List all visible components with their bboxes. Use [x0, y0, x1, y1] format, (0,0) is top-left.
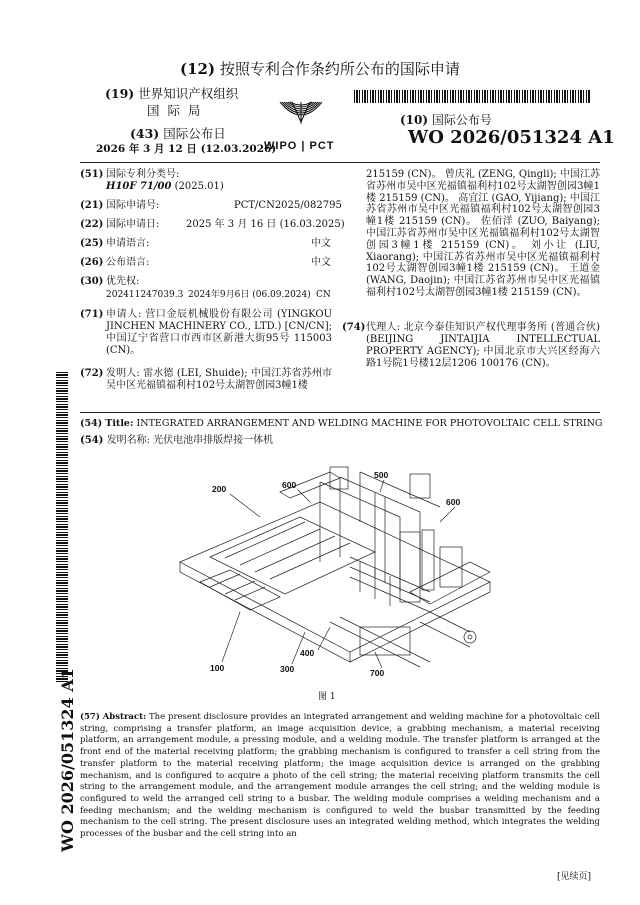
publication-number-value: WO 2026/051324 A1: [408, 127, 615, 148]
priority-country: CN: [316, 290, 331, 300]
bureau-name: 国 际 局: [147, 103, 203, 118]
inventors-continued: 215159 (CN)。 曾庆礼 (ZENG, Qingli); 中国江苏省苏州市吴中区光福镇福利村102号太湖智创园3幢1楼 215159 (CN)。 高宜江 (GAO, Yijiang); 中国江苏省苏州市吴中区光福镇福利村102号太湖智创园3幢1楼 215159 (CN)。 佐佰洋 (ZUO, Baiyang); 中国江苏省苏州市吴中区光福镇福利村102号太湖智创园3幢1楼 215159 (CN)。 刘小让 (LIU, Xiaorang); 中国江苏省苏州市吴中区光福镇福利村102号太湖智创园3幢1楼 215159 (CN)。 王道金 (WANG, Daojin); 中国江苏省苏州市吴中区光福镇福利村102号太湖智创园3幢1楼 215159 (CN)。: [366, 169, 600, 298]
field-74-num: (74): [342, 322, 366, 333]
field-26-value: 中文: [311, 257, 331, 268]
priority-app-number: 202411247039.3: [106, 290, 184, 300]
priority-date: 2024年9月6日 (06.09.2024): [188, 290, 311, 300]
barcode: [354, 90, 590, 103]
publication-number-label: (10) 国际公布号: [400, 113, 492, 127]
label-400: 400: [300, 648, 315, 658]
field-72-num: (72): [80, 368, 104, 379]
field-51: (51) 国际专利分类号:: [80, 169, 180, 180]
field-22: (22) 国际申请日:: [80, 219, 160, 230]
field-51-value: H10F 71/00 (2025.01): [106, 181, 224, 192]
wipo-pct-text: WIPO | PCT: [264, 140, 335, 152]
wipo-logo-icon: [258, 98, 344, 140]
label-200: 200: [212, 484, 227, 494]
header-divider: [80, 162, 600, 163]
label-300: 300: [280, 664, 295, 674]
field-30: (30) 优先权:: [80, 276, 140, 287]
field-21: (21) 国际申请号:: [80, 200, 160, 211]
field-26: (26) 公布语言:: [80, 257, 150, 268]
label-100: 100: [210, 663, 225, 673]
abstract: (57) Abstract: The present disclosure provides an integrated arrangement and welding machine for a photovoltaic cell string, comprising a transfer platform, an image acquisition device, a grabbing mechanism, a material receiving platform, an arrangement module, a pressing module, and a welding module. The transfer platform is arranged at the front end of the material receiving platform; the grabbing mechanism is configured to transfer a cell string from the transfer platform to the material receiving platform; the image acquisition device is arranged on the grabbing mechanism, and is configured to acquire a photo of the cell string; the material receiving platform transmits the cell string to the arrangement module, and the arrangement module arranges the cell string; and the welding module is configured to weld the arranged cell string to a busbar. The welding module comprises a welding mechanism and a feeding mechanism; and the welding mechanism is configured to weld the busbar transmitted by the feeding mechanism to the cell string. The present disclosure uses an integrated welding method, which integrates the welding processes of the busbar and the cell string into an: [80, 712, 600, 840]
publication-date-value: 2026 年 3 月 12 日 (12.03.2026): [96, 143, 277, 155]
field-74-agent: 代理人: 北京今泰佳知识产权代理事务所 (普通合伙) (BEIJING JINTAIJIA INTELLECTUAL PROPERTY AGENCY); 中国北京市大兴区经海六路1号院1号楼12层1206 100176 (CN)。: [366, 322, 600, 369]
field-71-applicant: 申请人: 营口金辰机械股份有限公司 (YINGKOU JINCHEN MACHINERY CO., LTD.) [CN/CN]; 中国辽宁省营口市西市区新港大街95号 115003 (CN)。: [106, 309, 332, 356]
label-700: 700: [370, 668, 385, 678]
continued-note: [见续页]: [557, 872, 592, 882]
vertical-barcode: [56, 372, 68, 682]
label-600-right: 600: [446, 497, 461, 507]
figure-drawing: [170, 462, 500, 692]
document-title: (12) 按照专利合作条约所公布的国际申请: [180, 60, 460, 78]
side-publication-number: WO 2026/051324 A1: [58, 668, 77, 852]
english-title: (54) Title: INTEGRATED ARRANGEMENT AND WELDING MACHINE FOR PHOTOVOLTAIC CELL STRING: [80, 418, 603, 429]
chinese-title: (54) 发明名称: 光伏电池串排版焊接一体机: [80, 435, 274, 446]
field-72-inventors: 发明人: 雷水德 (LEI, Shuide); 中国江苏省苏州市吴中区光福镇福利村102号太湖智创园3幢1楼: [106, 368, 332, 391]
field-21-value: PCT/CN2025/082795: [234, 200, 342, 211]
label-600-left: 600: [282, 480, 297, 490]
field-71-num: (71): [80, 309, 104, 320]
field-25: (25) 申请语言:: [80, 238, 150, 249]
organization-name: (19) 世界知识产权组织: [105, 86, 239, 101]
title-divider: [80, 412, 600, 413]
figure-caption: 图 1: [318, 692, 336, 702]
field-25-value: 中文: [311, 238, 331, 249]
field-22-value: 2025 年 3 月 16 日 (16.03.2025): [186, 219, 345, 230]
label-500: 500: [374, 470, 389, 480]
publication-date-label: (43) 国际公布日: [130, 126, 226, 141]
